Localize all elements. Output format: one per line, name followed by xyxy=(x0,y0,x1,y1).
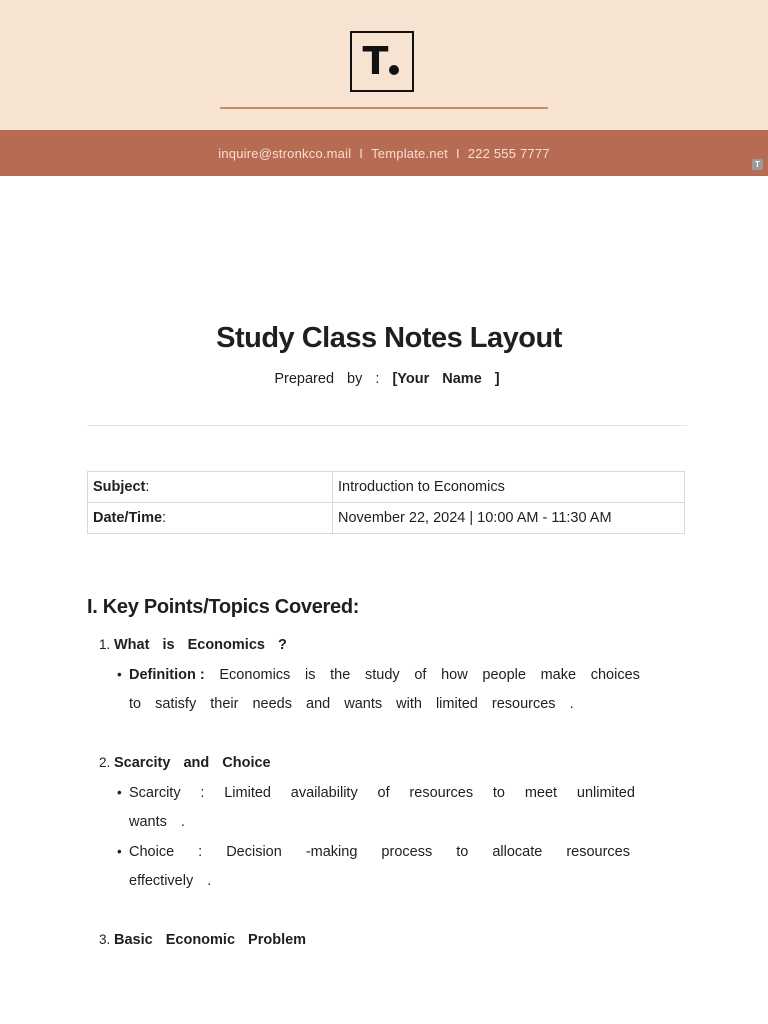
scarcity-continuation: wants . xyxy=(129,814,185,830)
contact-band xyxy=(0,130,768,176)
definition-term: Definition : xyxy=(129,667,205,683)
logo-dot xyxy=(389,65,399,75)
contact-email[interactable]: inquire@stronkco.mail xyxy=(218,145,352,161)
subject-label-cell xyxy=(88,472,333,503)
word: Economics xyxy=(219,667,291,683)
word: resources xyxy=(409,785,474,801)
bullet-dot: • xyxy=(117,785,122,800)
word: to xyxy=(492,785,505,801)
word: Scarcity xyxy=(129,785,181,801)
item-number: 3. xyxy=(99,932,111,947)
word: -making xyxy=(305,844,358,860)
choice-line xyxy=(129,844,630,860)
bullet-dot: • xyxy=(117,844,122,859)
word: is xyxy=(304,667,316,683)
section-heading: I. Key Points/Topics Covered: xyxy=(87,596,360,618)
definition-continuation: to satisfy their needs and wants with limited resources . xyxy=(129,696,574,712)
company-logo xyxy=(350,31,414,92)
contact-separator: I xyxy=(359,145,364,161)
choice-continuation: effectively . xyxy=(129,873,212,889)
word: Limited xyxy=(224,785,271,801)
prepared-by xyxy=(0,371,768,387)
word: of xyxy=(414,667,427,683)
word: study xyxy=(364,667,400,683)
word: Choice xyxy=(129,844,175,860)
datetime-label-cell xyxy=(88,503,333,534)
word: make xyxy=(540,667,577,683)
datetime-value: November 22, 2024 | 10:00 AM - 11:30 AM xyxy=(333,503,685,534)
subject-value: Introduction to Economics xyxy=(333,472,685,503)
logo-letter: T xyxy=(362,38,389,83)
info-table xyxy=(87,471,685,534)
document-header xyxy=(0,0,768,130)
prepared-by-name: [Your Name ] xyxy=(392,371,500,387)
subject-label: Subject xyxy=(93,479,146,495)
word: how xyxy=(441,667,468,683)
contact-website[interactable]: Template.net xyxy=(371,145,448,161)
word: of xyxy=(377,785,390,801)
word: process xyxy=(381,844,433,860)
word: resources xyxy=(566,844,630,860)
word: people xyxy=(482,667,526,683)
item-number: 1. xyxy=(99,637,111,652)
item-title: Scarcity and Choice xyxy=(114,755,271,771)
table-row xyxy=(88,472,685,503)
word: the xyxy=(330,667,351,683)
contact-separator: I xyxy=(455,145,460,161)
item-1-definition-line xyxy=(129,667,640,683)
prepared-by-label: Prepared by : xyxy=(274,371,380,387)
word: : xyxy=(198,844,203,860)
item-number: 2. xyxy=(99,755,111,770)
word: Decision xyxy=(226,844,282,860)
subject-label-colon: : xyxy=(145,479,150,495)
word: allocate xyxy=(492,844,543,860)
datetime-label: Date/Time xyxy=(93,510,163,526)
header-divider xyxy=(220,107,548,109)
document-title: Study Class Notes Layout xyxy=(216,322,562,354)
word: to xyxy=(456,844,469,860)
item-title: What is Economics ? xyxy=(114,637,287,653)
word: meet xyxy=(524,785,558,801)
word: availability xyxy=(290,785,358,801)
bullet-dot: • xyxy=(117,667,122,682)
word: choices xyxy=(590,667,640,683)
word: unlimited xyxy=(576,785,635,801)
title-divider xyxy=(87,425,687,426)
table-row xyxy=(88,503,685,534)
word: : xyxy=(200,785,205,801)
template-badge-icon: T xyxy=(752,159,763,170)
contact-phone: 222 555 7777 xyxy=(467,145,550,161)
item-title: Basic Economic Problem xyxy=(114,932,307,948)
scarcity-line xyxy=(129,785,635,801)
datetime-label-colon: : xyxy=(162,510,167,526)
